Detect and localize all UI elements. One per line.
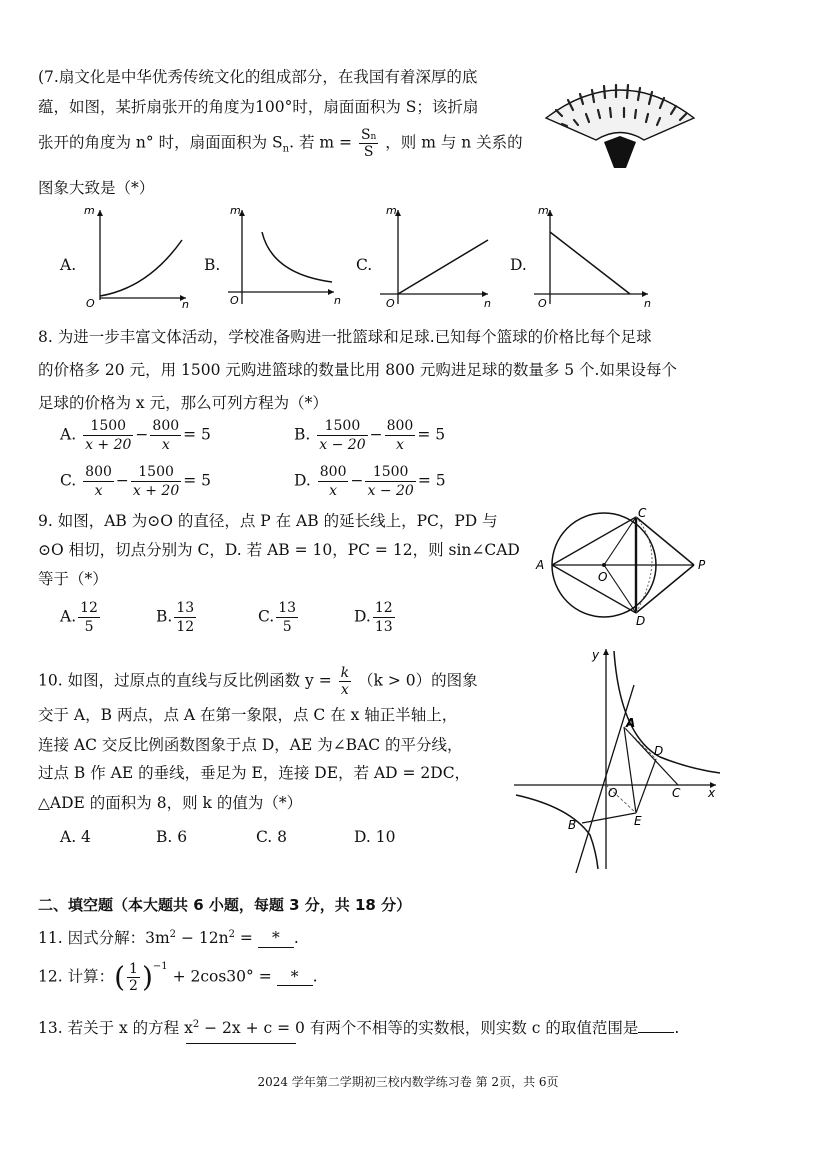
q9-b-label: B. [156, 607, 173, 626]
q11-answer-blank[interactable]: * [258, 931, 294, 948]
q13-end: . [674, 1019, 680, 1038]
q8-line3: 足球的价格为 x 元，那么可列方程为（*） [38, 394, 328, 412]
q7-b-origin: O [230, 294, 239, 307]
q7-c-xaxis: n [484, 297, 491, 308]
q10-label-x: x [708, 786, 716, 800]
q11-text-c: = [234, 929, 253, 948]
q7-line3-c: ，则 m 与 n 关系的 [385, 133, 523, 152]
q7-b-yaxis: m [230, 204, 241, 217]
q8-c-n1: 800 [85, 464, 112, 480]
q10-line2: 交于 A，B 两点，点 A 在第一象限，点 C 在 x 轴正半轴上， [38, 706, 458, 724]
q10-frac-den: x [340, 682, 349, 698]
q7-graph-c[interactable] [376, 204, 496, 308]
q9-c-num: 13 [278, 600, 297, 616]
q7-line3-a: 张开的角度为 n° 时，扇面面积为 S [38, 133, 283, 152]
q7-option-c-label[interactable]: C. [356, 256, 373, 274]
q9-d-label: D. [354, 607, 371, 626]
q10-label-y: y [592, 648, 600, 662]
q11-sup2: 2 [228, 929, 235, 940]
q10-line5: △ADE 的面积为 8，则 k 的值为（*） [38, 794, 303, 812]
q8-c-d1: x [94, 483, 103, 499]
q7-c-yaxis: m [386, 204, 397, 217]
section2-title: 二、填空题（本大题共 6 小题，每题 3 分，共 18 分） [38, 896, 412, 914]
q7-line4: 图象大致是（*） [38, 179, 155, 197]
q13-handwritten-underline [186, 1043, 296, 1044]
q12-text-b: + 2cos30° = [172, 967, 272, 986]
q8-b-n2: 800 [386, 418, 414, 434]
q8-a-n2: 800 [152, 418, 180, 434]
q7-d-origin: O [538, 297, 547, 308]
q8-b-d2: x [396, 437, 404, 453]
q9-option-b[interactable] [156, 600, 198, 635]
q7-frac-den: S [363, 144, 374, 160]
q9-a-den: 5 [84, 619, 94, 635]
q10-label-o: O [608, 786, 618, 800]
q7-line2: 蕴，如图，某折扇张开的角度为100°时，扇面面积为 S；该折扇 [38, 98, 479, 116]
q7-a-origin: O [86, 297, 95, 308]
q10-frac-num: k [340, 665, 350, 681]
q12-exp: −1 [152, 961, 168, 972]
q12-frac-den: 2 [129, 978, 138, 994]
q7-graph-b[interactable] [222, 204, 342, 308]
q8-b-n1: 1500 [317, 418, 367, 436]
q7-frac-num: S [360, 127, 371, 143]
q8-b-rhs: = 5 [417, 425, 446, 444]
q13-sup: 2 [192, 1019, 200, 1030]
q7-option-a-label[interactable]: A. [60, 256, 77, 274]
q12-paren-right: ) [141, 960, 153, 994]
q7-line3-sub: n [282, 143, 290, 155]
q11-sup1: 2 [169, 929, 177, 940]
q13-text-a: 13. 若关于 x 的方程 x [38, 1019, 193, 1038]
q8-d-d1: x [329, 483, 338, 499]
q13-answer-blank[interactable] [638, 1032, 674, 1033]
q10-label-c: C [672, 786, 681, 800]
q10-option-a[interactable]: A. 4 [60, 828, 91, 846]
q9-option-c[interactable] [258, 600, 300, 635]
q8-d-n1: 800 [319, 464, 347, 480]
q10-line1-a: 10. 如图，过原点的直线与反比例函数 y = [38, 671, 332, 690]
q9-d-den: 13 [374, 619, 393, 635]
q8-c-label: C. [60, 471, 77, 490]
q7-line1: (7.扇文化是中华优秀传统文化的组成部分，在我国有着深厚的底 [38, 68, 478, 86]
q10-label-e: E [634, 814, 642, 828]
q9-label-a: A [536, 558, 545, 572]
q9-label-o: O [598, 570, 608, 584]
q9-line1: 9. 如图，AB 为⊙O 的直径，点 P 在 AB 的延长线上，PC，PD 与 [38, 512, 498, 530]
q11-text-b: − 12n [176, 929, 229, 948]
q9-label-p: P [698, 558, 706, 572]
q7-d-yaxis: m [538, 204, 549, 217]
q10-option-c[interactable]: C. 8 [256, 828, 288, 846]
q7-line3 [38, 128, 523, 159]
q13-text-b: − 2x + c = 0 有两个不相等的实数根，则实数 c 的取值范围是 [199, 1019, 639, 1038]
q8-a-label: A. [60, 425, 77, 444]
q9-d-num: 12 [374, 600, 393, 616]
q9-c-label: C. [258, 607, 275, 626]
q12-paren-left: ( [114, 960, 126, 994]
page-footer: 2024 学年第二学期初三校内数学练习卷 第 2页，共 6页 [257, 1075, 559, 1089]
q7-a-yaxis: m [84, 204, 95, 217]
q7-option-b-label[interactable]: B. [204, 256, 221, 274]
q7-graph-d[interactable] [530, 204, 655, 308]
q7-b-xaxis: n [334, 294, 341, 307]
q9-b-den: 12 [176, 619, 195, 635]
q7-c-origin: O [386, 297, 395, 308]
q9-a-num: 12 [80, 600, 98, 616]
q7-frac-num-sub: n [370, 132, 377, 142]
q8-option-b[interactable]: B. $\frac{1500}{x - 20}$ − $\frac{800}{x}$ = 5 [294, 418, 446, 453]
q12 [38, 962, 318, 993]
q12-end: . [312, 967, 318, 986]
q9-label-d: D [636, 614, 646, 628]
q11-text-a: 11. 因式分解：3m [38, 929, 170, 948]
q8-option-c[interactable]: C. $\frac{800}{x}$ − $\frac{1500}{x + 20}$ = 5 [60, 464, 212, 499]
q9-circle-figure [532, 505, 722, 630]
q8-option-a[interactable]: A. $\frac{1500}{x + 20}$ − $\frac{800}{x}$ = 5 [60, 418, 211, 453]
q12-frac-num: 1 [129, 961, 138, 977]
q13 [38, 1020, 679, 1037]
q10-line1 [38, 666, 478, 697]
q10-label-b: B [568, 818, 577, 832]
q8-d-n2: 1500 [365, 464, 415, 482]
q8-d-d2: x − 20 [367, 483, 414, 499]
q8-d-label: D. [294, 471, 311, 490]
q7-option-d-label[interactable]: D. [510, 256, 527, 274]
q9-option-a[interactable] [60, 600, 102, 635]
q10-label-d: D [654, 744, 664, 758]
q12-text-a: 12. 计算： [38, 967, 115, 986]
q9-line2: ⊙O 相切，切点分别为 C，D. 若 AB = 10，PC = 12，则 sin∠CAD [38, 541, 520, 559]
q11-end: . [293, 929, 299, 948]
q9-c-den: 5 [282, 619, 292, 635]
q10-hyperbola-figure [510, 645, 730, 873]
q8-b-label: B. [294, 425, 311, 444]
q8-line1: 8. 为进一步丰富文体活动，学校准备购进一批篮球和足球.已知每个篮球的价格比每个足球 [38, 328, 652, 346]
q7-a-xaxis: n [182, 298, 189, 308]
q9-b-num: 13 [176, 600, 195, 616]
q8-line2: 的价格多 20 元，用 1500 元购进篮球的数量比用 800 元购进足球的数量多 5 个.如果设每个 [38, 361, 677, 379]
q7-graph-a[interactable] [78, 204, 193, 308]
q9-a-label: A. [60, 607, 77, 626]
q9-line3: 等于（*） [38, 570, 108, 588]
q10-option-b[interactable]: B. 6 [156, 828, 188, 846]
q8-a-n1: 1500 [83, 418, 133, 436]
q8-a-d1: x + 20 [85, 437, 132, 453]
q8-a-d2: x [161, 437, 170, 453]
q9-label-c: C [638, 506, 647, 520]
q11 [38, 930, 299, 948]
q8-c-rhs: = 5 [183, 471, 212, 490]
q8-b-d1: x − 20 [319, 437, 366, 453]
q8-c-d2: x + 20 [132, 483, 180, 499]
q10-line4: 过点 B 作 AE 的垂线，垂足为 E，连接 DE，若 AD = 2DC， [38, 764, 471, 782]
q12-answer-blank[interactable]: * [277, 970, 313, 987]
q10-line1-b: （k > 0）的图象 [358, 671, 478, 690]
q9-option-d[interactable] [354, 600, 397, 635]
q7-d-xaxis: n [644, 297, 651, 308]
q7-fraction [359, 128, 378, 159]
q8-a-rhs: = 5 [183, 425, 211, 444]
folding-fan-illustration [540, 70, 700, 175]
q8-c-n2: 1500 [131, 464, 181, 482]
q10-option-d[interactable]: D. 10 [354, 828, 396, 846]
q8-d-rhs: = 5 [417, 471, 446, 490]
q10-label-a: A [626, 716, 636, 730]
q7-line3-b: . 若 m = [289, 133, 352, 152]
q10-line3: 连接 AC 交反比例函数图象于点 D，AE 为∠BAC 的平分线， [38, 736, 463, 754]
q8-option-d[interactable]: D. $\frac{800}{x}$ − $\frac{1500}{x - 20}$ = 5 [294, 464, 446, 499]
